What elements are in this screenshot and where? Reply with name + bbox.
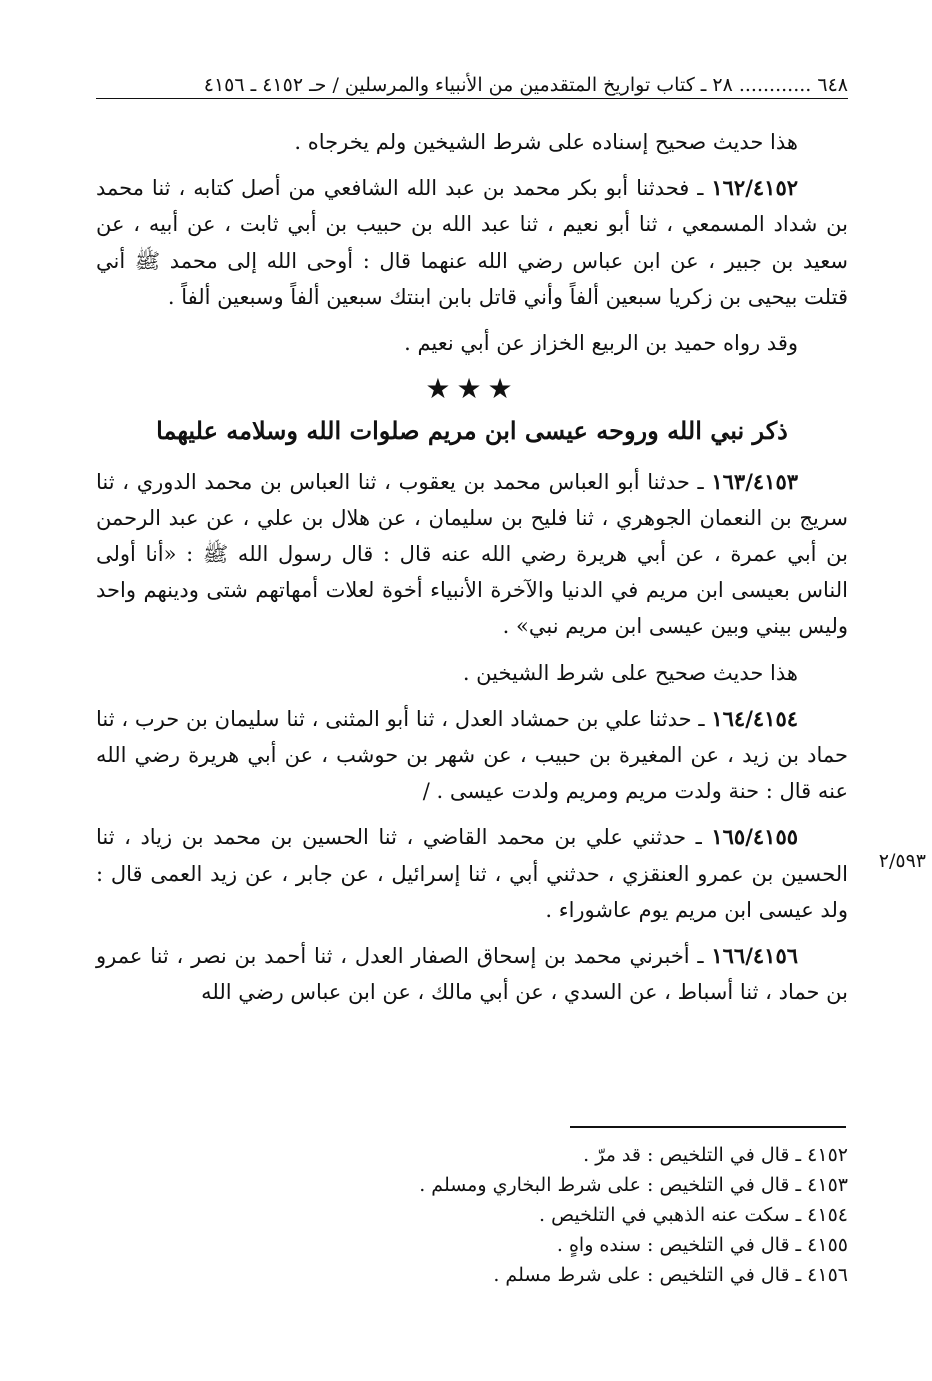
footnote-separator xyxy=(570,1126,846,1128)
hadith-number: ١٦٢/٤١٥٢ xyxy=(711,175,798,201)
hadith-4153 xyxy=(96,464,848,645)
section-title: ذكر نبي الله وروحه عيسى ابن مريم صلوات الله وسلامه عليهما xyxy=(156,416,788,446)
main-text xyxy=(96,124,848,1020)
hadith-number: ١٦٤/٤١٥٤ xyxy=(711,705,798,731)
footnote-4154: ٤١٥٤ ـ سكت عنه الذهبي في التلخيص . xyxy=(539,1204,848,1226)
hadith-text: ـ حدثني علي بن محمد القاضي ، ثنا الحسين بن محمد بن زياد ، ثنا الحسين بن عمرو العنقزي ، حدثني أبي ، ثنا إسرائيل ، عن جابر ، عن زيد العمى قال : ولد عيسى ابن مريم يوم عاشوراء . xyxy=(96,825,848,922)
hadith-4156 xyxy=(96,938,848,1010)
hadith-text: ـ حدثنا علي بن حمشاد العدل ، ثنا أبو المثنى ، ثنا سليمان بن حرب ، ثنا حماد بن زيد ، عن المغيرة بن حبيب ، عن شهر بن حوشب ، عن أبي هريرة رضي الله عنه قال : حنة ولدت مريم ومريم ولدت عيسى . / xyxy=(96,706,848,804)
manuscript-page-marker: ٢/٥٩٣ xyxy=(878,850,926,872)
hadith-text: ـ حدثنا أبو العباس محمد بن يعقوب ، ثنا العباس بن محمد الدوري ، ثنا سريج بن النعمان الجوهري ، ثنا فليح بن سليمان ، عن هلال بن علي ، عن عبد الرحمن بن أبي عمرة ، عن أبي هريرة رضي الله عنه قال : قال رسول الله ﷺ : «أنا أولى الناس بعيسى ابن مريم في الدنيا والآخرة الأنبياء أخوة لعلات أمهاتهم شتى ودينهم واحد وليس بيني وبين عيسى ابن مريم نبي» . xyxy=(96,469,848,639)
hadith-text: ـ فحدثنا أبو بكر محمد بن عبد الله الشافعي من أصل كتابه ، ثنا محمد بن شداد المسمعي ، ثنا أبو نعيم ، ثنا عبد الله بن حبيب بن أبي ثابت ، عن أبيه ، عن سعيد بن جبير ، عن ابن عباس رضي الله عنهما قال : أوحى الله إلى محمد ﷺ أني قتلت بيحيى بن زكريا سبعين ألفاً وأني قاتل بابن ابنتك سبعين ألفاً وسبعين ألفاً . xyxy=(96,176,848,309)
paragraph-verdict-4153: هذا حديث صحيح على شرط الشيخين . xyxy=(462,660,798,685)
hadith-number: ١٦٦/٤١٥٦ xyxy=(711,943,798,969)
running-header: ٦٤٨ ............ ٢٨ ـ كتاب تواريخ المتقدمين من الأنبياء والمرسلين / حـ ٤١٥٢ ـ ٤١٥٦ xyxy=(96,72,848,99)
footnote-4155: ٤١٥٥ ـ قال في التلخيص : سنده واهٍ . xyxy=(556,1234,848,1256)
footnotes xyxy=(96,1140,848,1290)
hadith-text: ـ أخبرني محمد بن إسحاق الصفار العدل ، ثنا أحمد بن نصر ، ثنا عمرو بن حماد ، ثنا أسباط ، عن السدي ، عن أبي مالك ، عن ابن عباس رضي الله xyxy=(96,944,848,1005)
hadith-number: ١٦٣/٤١٥٣ xyxy=(711,468,798,494)
hadith-number: ١٦٥/٤١٥٥ xyxy=(711,824,798,850)
section-divider-stars: ★★★ xyxy=(425,372,519,406)
hadith-4155 xyxy=(96,819,848,928)
footnote-4156: ٤١٥٦ ـ قال في التلخيص : على شرط مسلم . xyxy=(493,1264,848,1286)
paragraph-verdict-4151: هذا حديث صحيح إسناده على شرط الشيخين ولم يخرجاه . xyxy=(294,130,798,154)
paragraph-note-4152: وقد رواه حميد بن الربيع الخزاز عن أبي نعيم . xyxy=(404,331,798,356)
footnote-4152: ٤١٥٢ ـ قال في التلخيص : قد مرّ . xyxy=(583,1144,848,1166)
hadith-4152 xyxy=(96,170,848,315)
hadith-4154 xyxy=(96,701,848,810)
footnote-4153: ٤١٥٣ ـ قال في التلخيص : على شرط البخاري ومسلم . xyxy=(419,1174,848,1196)
